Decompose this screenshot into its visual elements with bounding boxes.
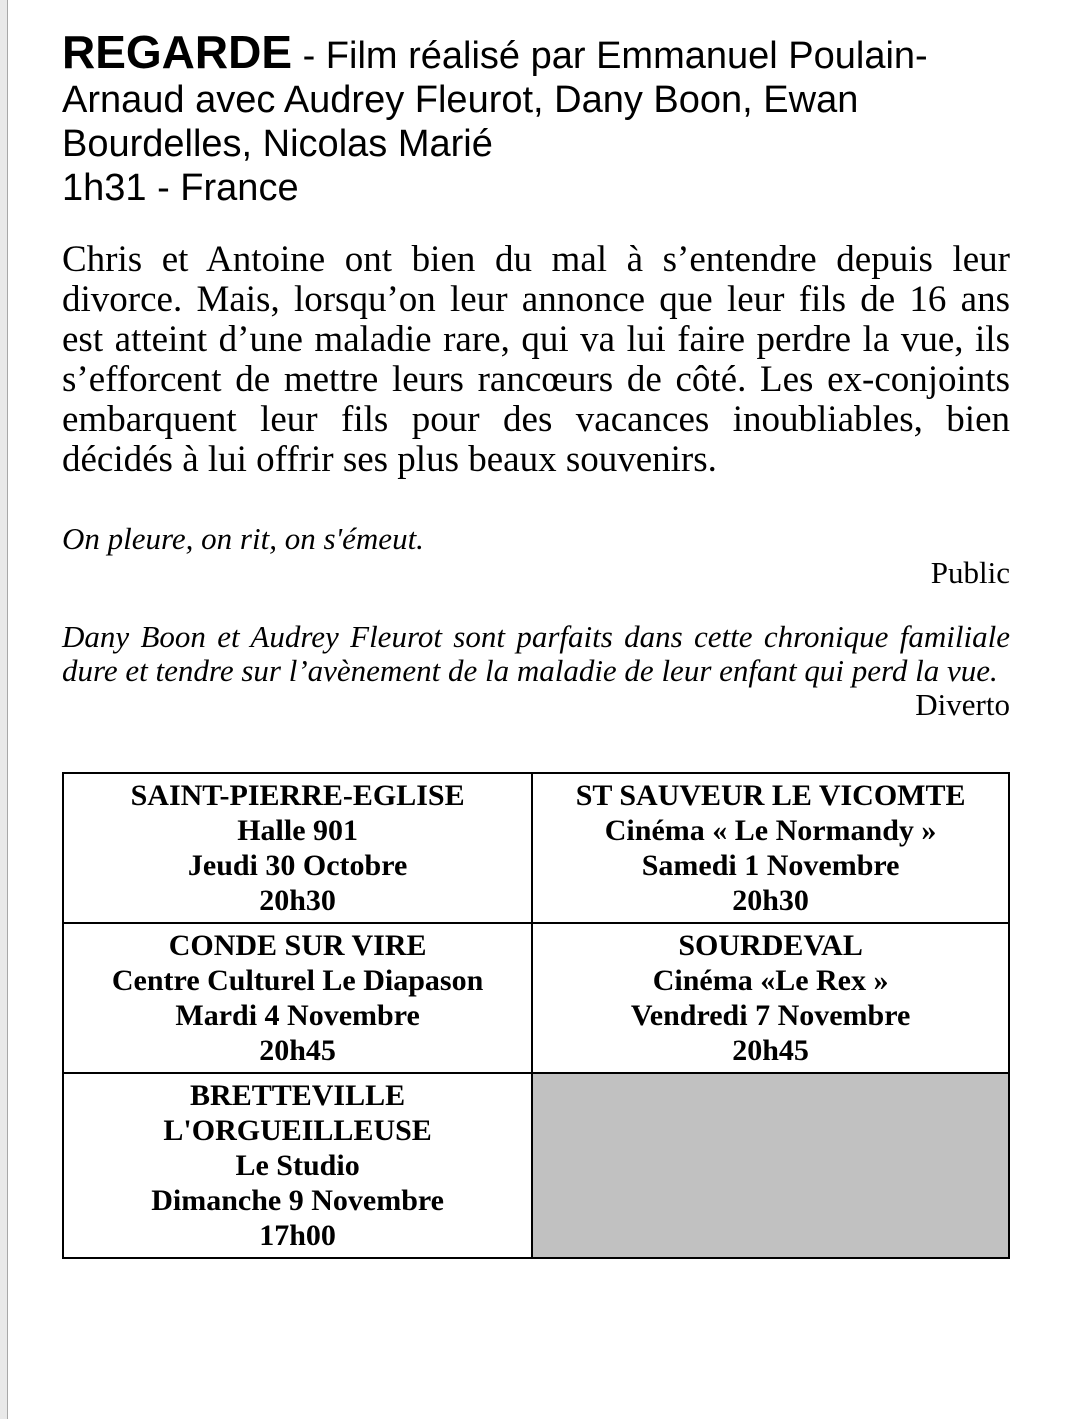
film-credits: - Film réalisé par Emmanuel Poulain-Arnaud avec Audrey Fleurot, Dany Boon, Ewan Bourdelles, Nicolas Marié bbox=[62, 35, 928, 165]
screening-date: Dimanche 9 Novembre bbox=[151, 1184, 444, 1217]
review-quote: Dany Boon et Audrey Fleurot sont parfaits dans cette chronique familiale dure et tendre sur l’avènement de la maladie de leur enfant qui perd la vue. bbox=[62, 619, 1010, 688]
screening-time: 20h30 bbox=[259, 884, 336, 917]
screening-venue: Le Studio bbox=[235, 1149, 360, 1182]
screening-date: Samedi 1 Novembre bbox=[641, 849, 900, 882]
film-title: REGARDE bbox=[62, 26, 293, 78]
screening-venue: Halle 901 bbox=[237, 814, 359, 847]
document-page bbox=[62, 0, 1010, 1259]
screening-cell-bretteville bbox=[63, 1073, 532, 1258]
film-header bbox=[62, 26, 1010, 210]
review-source: Diverto bbox=[915, 687, 1010, 722]
screening-venue: Cinéma « Le Normandy » bbox=[604, 814, 937, 847]
empty-screening-cell bbox=[532, 1073, 1009, 1258]
screening-cell-st-sauveur-le-vicomte bbox=[532, 773, 1009, 923]
screening-cell-sourdeval bbox=[532, 923, 1009, 1073]
screening-location: CONDE SUR VIRE bbox=[168, 929, 427, 962]
film-synopsis: Chris et Antoine ont bien du mal à s’entendre depuis leur divorce. Mais, lorsqu’on leur annonce que leur fils de 16 ans est atteint d’une maladie rare, qui va lui faire perdre la vue, ils s’efforcent de mettre leurs rancœurs de côté. Les ex-conjoints embarquent leur fils pour des vacances inoubliables, bien décidés à lui offrir ses plus beaux souvenirs. bbox=[62, 239, 1010, 480]
screening-date: Mardi 4 Novembre bbox=[175, 999, 420, 1032]
screening-time: 20h45 bbox=[259, 1034, 336, 1067]
screening-cell-saint-pierre-eglise bbox=[63, 773, 532, 923]
screening-location: SAINT-PIERRE-EGLISE bbox=[130, 779, 465, 812]
table-row bbox=[63, 923, 1009, 1073]
screening-time: 20h30 bbox=[732, 884, 809, 917]
screening-time: 20h45 bbox=[732, 1034, 809, 1067]
screening-date: Vendredi 7 Novembre bbox=[630, 999, 911, 1032]
screenings-table bbox=[62, 772, 1010, 1259]
screening-location: BRETTEVILLE bbox=[190, 1079, 406, 1112]
screening-time: 17h00 bbox=[259, 1219, 336, 1252]
table-row bbox=[63, 773, 1009, 923]
screening-location: L'ORGUEILLEUSE bbox=[163, 1114, 432, 1147]
screening-location: SOURDEVAL bbox=[678, 929, 863, 962]
page-edge-strip bbox=[0, 0, 8, 1419]
review-quote: On pleure, on rit, on s'émeut. bbox=[62, 521, 424, 556]
screening-cell-conde-sur-vire bbox=[63, 923, 532, 1073]
review-diverto bbox=[62, 620, 1010, 722]
screening-date: Jeudi 30 Octobre bbox=[187, 849, 408, 882]
film-title-line bbox=[62, 26, 1010, 166]
screening-venue: Centre Culturel Le Diapason bbox=[111, 964, 484, 997]
film-duration-country: 1h31 - France bbox=[62, 167, 299, 209]
review-source: Public bbox=[930, 555, 1010, 590]
screening-venue: Cinéma «Le Rex » bbox=[652, 964, 889, 997]
review-public bbox=[62, 522, 1010, 590]
screening-location: ST SAUVEUR LE VICOMTE bbox=[575, 779, 966, 812]
table-row bbox=[63, 1073, 1009, 1258]
